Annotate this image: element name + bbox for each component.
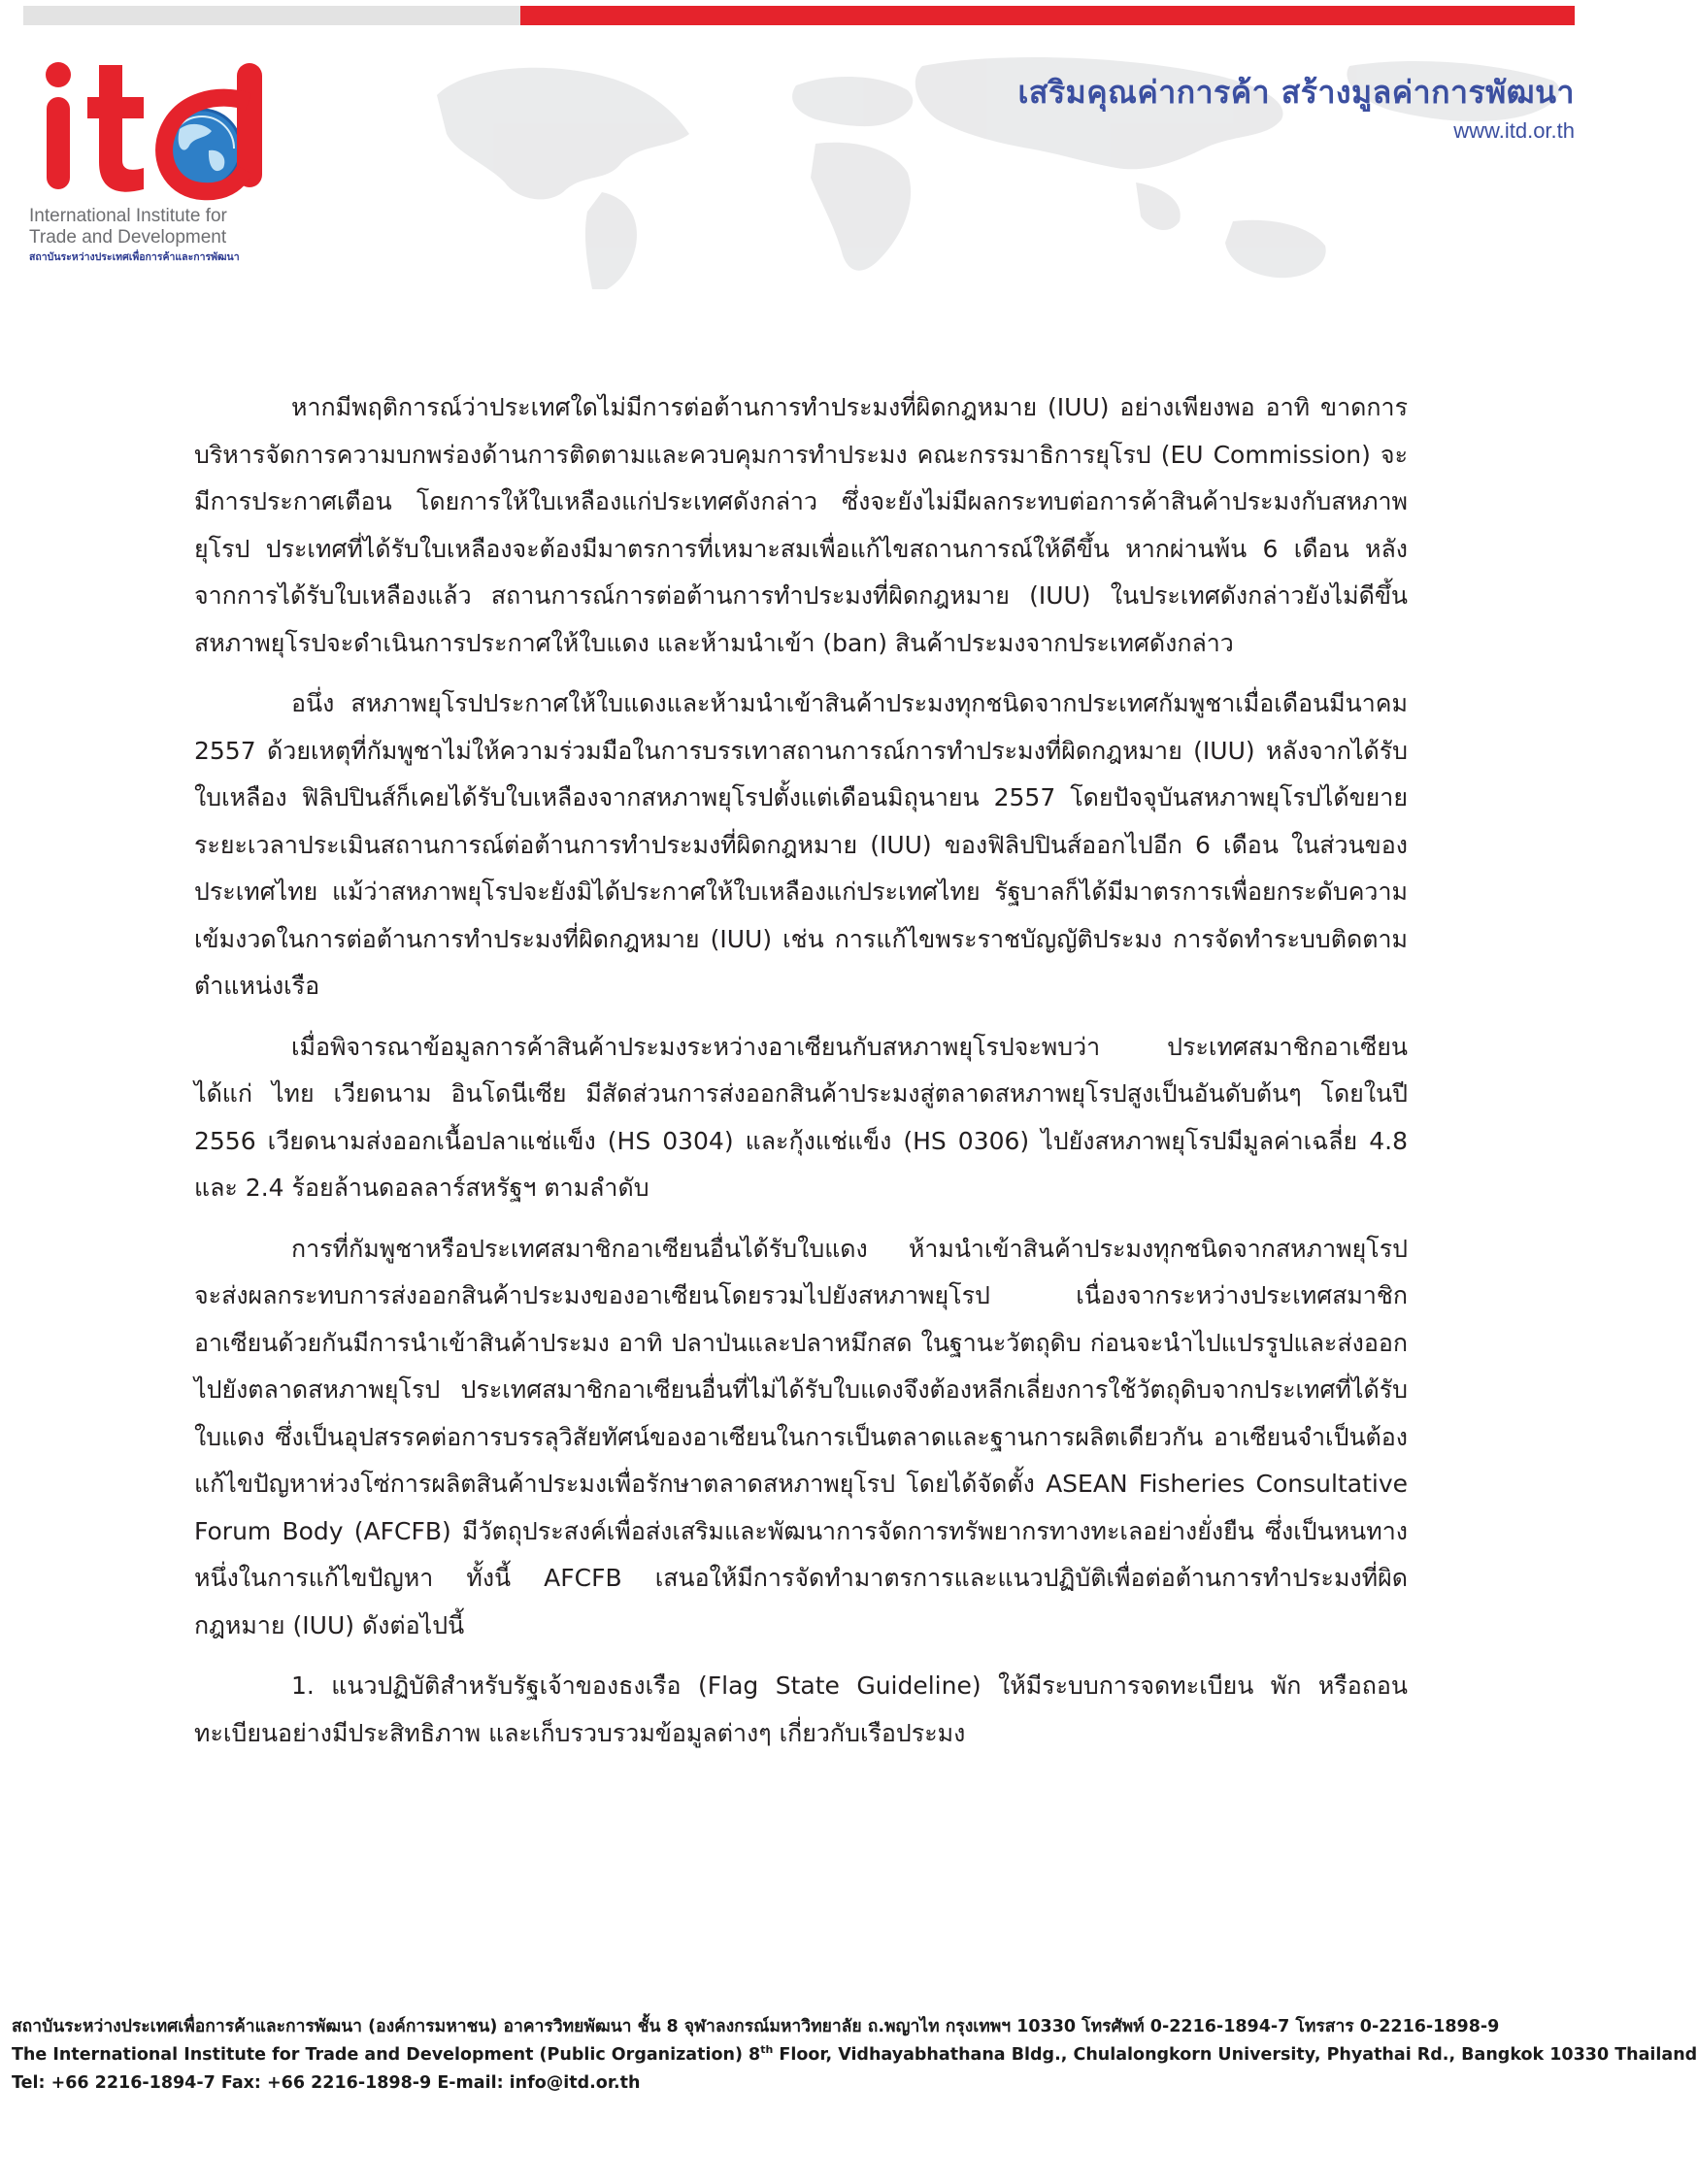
logo-english-line-1: International Institute for [29,206,227,226]
header-tagline: เสริมคุณค่าการค้า สร้างมูลค่าการพัฒนา [1017,74,1575,111]
top-bar-red-segment [520,6,1575,25]
footer-english-address [12,2041,1697,2069]
top-color-bar [23,6,1575,25]
footer-address-rest: Floor, Vidhayabhathana Bldg., Chulalongkorn University, Phyathai Rd., Bangkok 10330 Thailand [773,2045,1697,2065]
footer-thai-address: สถาบันระหว่างประเทศเพื่อการค้าและการพัฒนา (องค์การมหาชน) อาคารวิทยพัฒนา ชั้น 8 จุฬาลงกรณ์มหาวิทยาลัย ถ.พญาไท กรุงเทพฯ 10330 โทรศัพท์ 0-2216-1894-7 โทรสาร 0-2216-1898-9 [12,2017,1500,2036]
world-map-watermark [379,27,1582,289]
paragraph: การที่กัมพูชาหรือประเทศสมาชิกอาเซียนอื่นได้รับใบแดง ห้ามนำเข้าสินค้าประมงทุกชนิดจากสหภาพยุโรป จะส่งผลกระทบการส่งออกสินค้าประมงของอาเซียนโดยรวมไปยังสหภาพยุโรป เนื่องจากระหว่างประเทศสมาชิกอาเซียนด้วยกันมีการนำเข้าสินค้าประมง อาทิ ปลาป่นและปลาหมึกสด ในฐานะวัตถุดิบ ก่อนจะนำไปแปรรูปและส่งออกไปยังตลาดสหภาพยุโรป ประเทศสมาชิกอาเซียนอื่นที่ไม่ได้รับใบแดงจึงต้องหลีกเลี่ยงการใช้วัตถุดิบจากประเทศที่ได้รับใบแดง ซึ่งเป็นอุปสรรคต่อการบรรลุวิสัยทัศน์ของอาเซียนในการเป็นตลาดและฐานการผลิตเดียวกัน อาเซียนจำเป็นต้องแก้ไขปัญหาห่วงโซ่การผลิตสินค้าประมงเพื่อรักษาตลาดสหภาพยุโรป โดยได้จัดตั้ง ASEAN Fisheries Consultative Forum Body (AFCFB) มีวัตถุประสงค์เพื่อส่งเสริมและพัฒนาการจัดการทรัพยากรทางทะเลอย่างยั่งยืน ซึ่งเป็นหนทางหนึ่งในการแก้ไขปัญหา ทั้งนี้ AFCFB เสนอให้มีการจัดทำมาตรการและแนวปฏิบัติเพื่อต่อต้านการทำประมงที่ผิดกฎหมาย (IUU) ดังต่อไปนี้ [194,1234,1408,1639]
footer-org-name: The International Institute for Trade and Development (Public Organization) 8 [12,2045,761,2065]
logo-thai-name: สถาบันระหว่างประเทศเพื่อการค้าและการพัฒนา [29,251,240,263]
logo-english-line-2: Trade and Development [29,227,227,248]
footer-floor-suffix: th [760,2043,774,2057]
paragraph: เมื่อพิจารณาข้อมูลการค้าสินค้าประมงระหว่างอาเซียนกับสหภาพยุโรปจะพบว่า ประเทศสมาชิกอาเซียน ได้แก่ ไทย เวียดนาม อินโดนีเซีย มีสัดส่วนการส่งออกสินค้าประมงสู่ตลาดสหภาพยุโรปสูงเป็นอันดับต้นๆ โดยในปี 2556 เวียดนามส่งออกเนื้อปลาแช่แข็ง (HS 0304) และกุ้งแช่แข็ง (HS 0306) ไปยังสหภาพยุโรปมีมูลค่าเฉลี่ย 4.8 และ 2.4 ร้อยล้านดอลลาร์สหรัฐฯ ตามลำดับ [194,1032,1408,1202]
paragraph: หากมีพฤติการณ์ว่าประเทศใดไม่มีการต่อต้านการทำประมงที่ผิดกฎหมาย (IUU) อย่างเพียงพอ อาทิ ขาดการบริหารจัดการความบกพร่องด้านการติดตามและควบคุมการทำประมง คณะกรรมาธิการยุโรป (EU Commission) จะมีการประกาศเตือน โดยการให้ใบเหลืองแก่ประเทศดังกล่าว ซึ่งจะยังไม่มีผลกระทบต่อการค้าสินค้าประมงกับสหภาพยุโรป ประเทศที่ได้รับใบเหลืองจะต้องมีมาตรการที่เหมาะสมเพื่อแก้ไขสถานการณ์ให้ดีขึ้น หากผ่านพ้น 6 เดือน หลังจากการได้รับใบเหลืองแล้ว สถานการณ์การต่อต้านการทำประมงที่ผิดกฎหมาย (IUU) ในประเทศดังกล่าวยังไม่ดีขึ้น สหภาพยุโรปจะดำเนินการประกาศให้ใบแดง และห้ามนำเข้า (ban) สินค้าประมงจากประเทศดังกล่าว [194,393,1408,657]
page-footer [12,2013,1697,2098]
header-website: www.itd.or.th [1453,118,1575,143]
footer-contact: Tel: +66 2216-1894-7 Fax: +66 2216-1898-9 E-mail: info@itd.or.th [12,2073,641,2093]
list-item: 1. แนวปฏิบัติสำหรับรัฐเจ้าของธงเรือ (Flag State Guideline) ให้มีระบบการจดทะเบียน พัก หรือถอนทะเบียนอย่างมีประสิทธิภาพ และเก็บรวบรวมข้อมูลต่างๆ เกี่ยวกับเรือประมง [194,1671,1408,1747]
paragraph: อนึ่ง สหภาพยุโรปประกาศให้ใบแดงและห้ามนำเข้าสินค้าประมงทุกชนิดจากประเทศกัมพูชาเมื่อเดือนมีนาคม 2557 ด้วยเหตุที่กัมพูชาไม่ให้ความร่วมมือในการบรรเทาสถานการณ์การทำประมงที่ผิดกฎหมาย (IUU) หลังจากได้รับใบเหลือง ฟิลิปปินส์ก็เคยได้รับใบเหลืองจากสหภาพยุโรปตั้งแต่เดือนมิถุนายน 2557 โดยปัจจุบันสหภาพยุโรปได้ขยายระยะเวลาประเมินสถานการณ์ต่อต้านการทำประมงที่ผิดกฎหมาย (IUU) ของฟิลิปปินส์ออกไปอีก 6 เดือน ในส่วนของประเทศไทย แม้ว่าสหภาพยุโรปจะยังมิได้ประกาศให้ใบเหลืองแก่ประเทศไทย รัฐบาลก็ได้มีมาตรการเพื่อยกระดับความเข้มงวดในการต่อต้านการทำประมงที่ผิดกฎหมาย (IUU) เช่น การแก้ไขพระราชบัญญัติประมง การจัดทำระบบติดตามตำแหน่งเรือ [194,689,1408,1000]
document-body [194,384,1408,1770]
logo-text-block [29,206,291,263]
top-bar-gray-segment [23,6,520,25]
